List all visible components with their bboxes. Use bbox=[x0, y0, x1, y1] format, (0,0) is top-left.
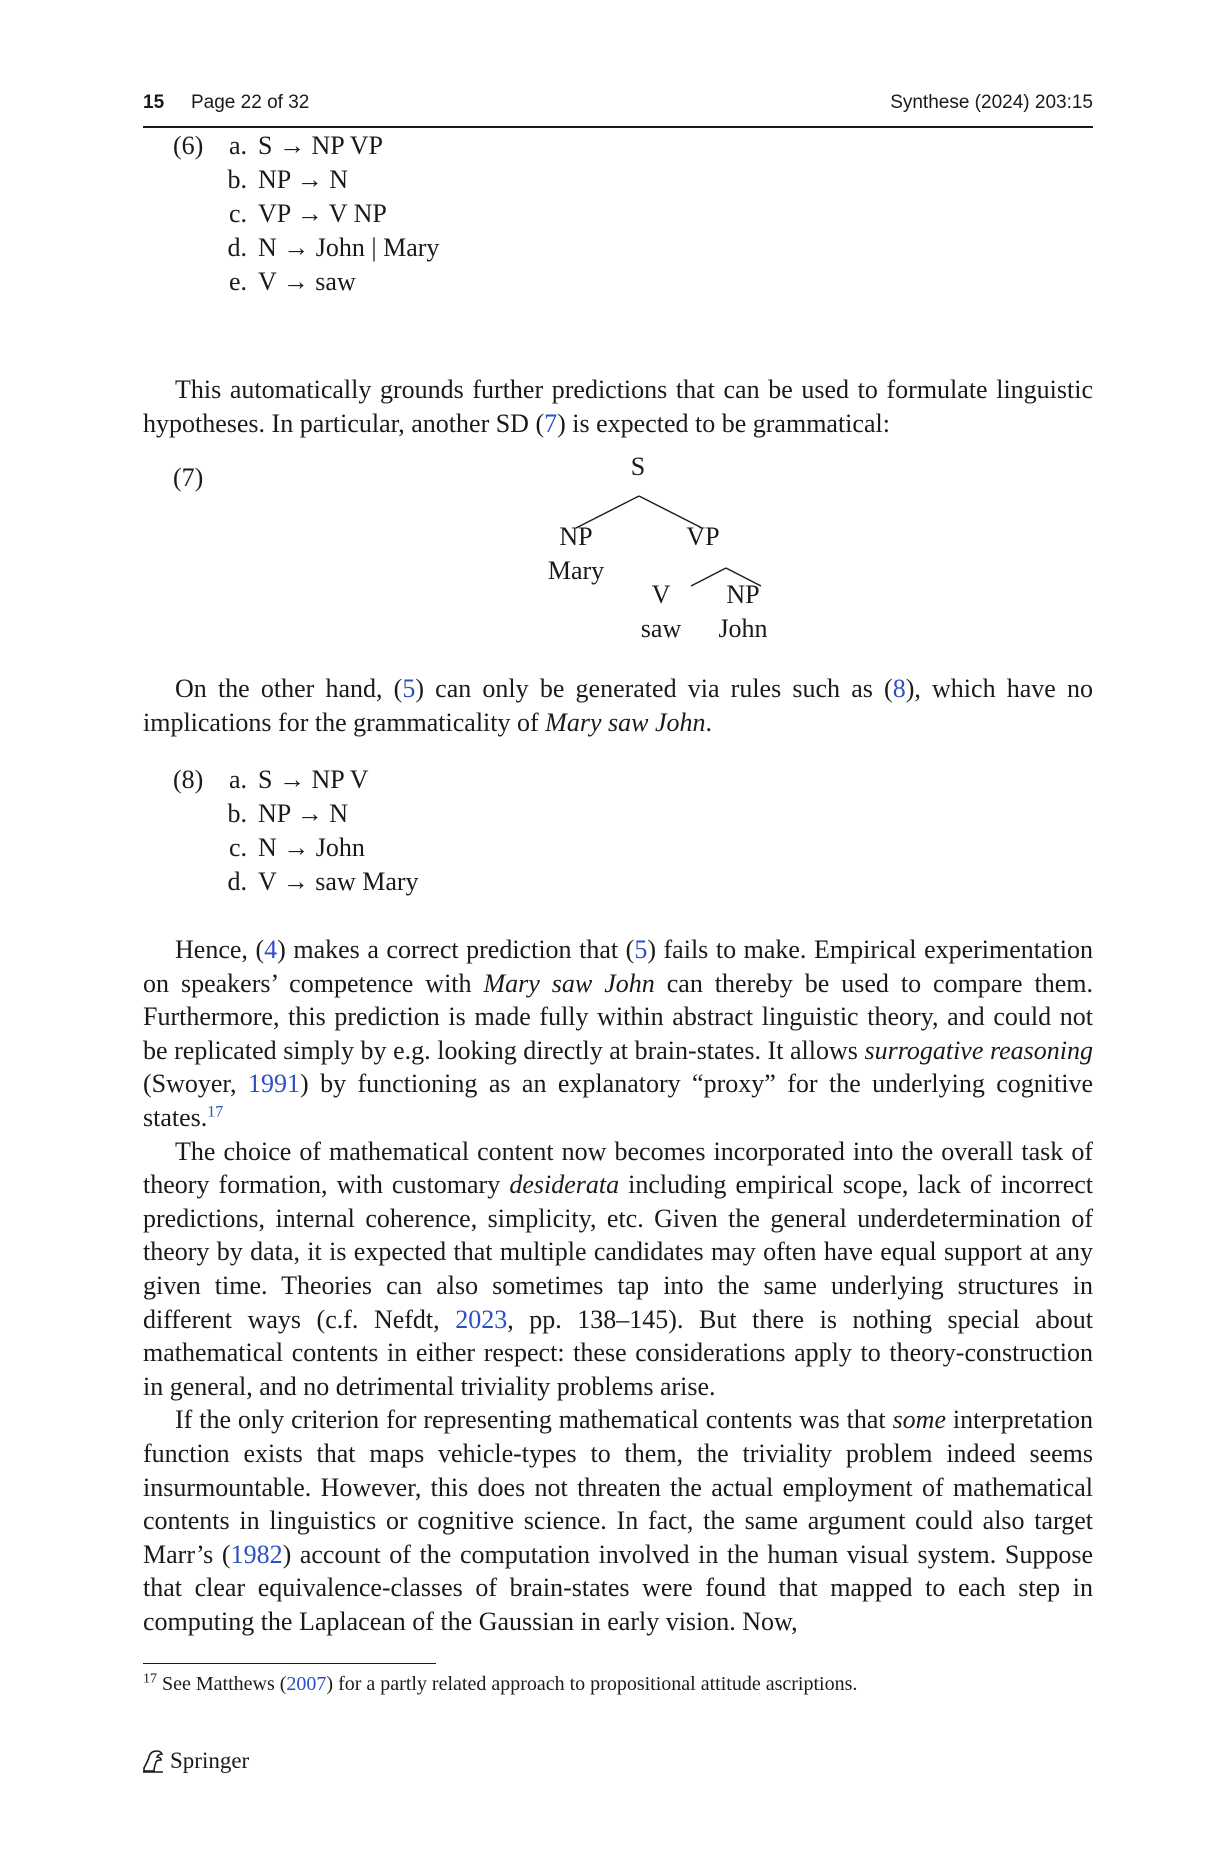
rule-row bbox=[209, 862, 419, 903]
rule-letter: c. bbox=[228, 199, 247, 228]
tree-leaf-mary: Mary bbox=[547, 556, 605, 585]
emphasis: desiderata bbox=[509, 1170, 620, 1200]
springer-horse-icon bbox=[140, 1748, 166, 1774]
rule-text: S → NP V bbox=[258, 765, 369, 794]
citation-link[interactable]: 2007 bbox=[286, 1673, 327, 1695]
running-header bbox=[143, 92, 1093, 120]
example-ref-link[interactable]: 4 bbox=[264, 935, 278, 964]
footnote-number: 17 bbox=[143, 1671, 157, 1687]
text-run: ) for a partly related approach to propositional attitude ascriptions. bbox=[326, 1673, 858, 1695]
text-run: This automatically grounds further predictions that can be used to formulate linguistic hypotheses. In particular, another SD ( bbox=[143, 375, 1093, 438]
tree-branches bbox=[143, 458, 1093, 658]
rule-text: V → saw Mary bbox=[258, 867, 419, 896]
footnote-ref-link[interactable]: 17 bbox=[207, 1103, 224, 1121]
rule-text: S → NP VP bbox=[258, 131, 383, 160]
text-run: ) by functioning as an explanatory “proxy” for the underlying cognitive states. bbox=[143, 1069, 1093, 1132]
paragraph bbox=[143, 373, 1093, 440]
publisher-name: Springer bbox=[170, 1748, 250, 1773]
footnote bbox=[143, 1673, 1093, 1696]
tree-leaf-john: John bbox=[718, 614, 768, 643]
example-ref-link[interactable]: 7 bbox=[544, 408, 558, 438]
example-6 bbox=[143, 126, 743, 356]
rule-letter: a. bbox=[228, 765, 247, 794]
example-ref-link[interactable]: 5 bbox=[402, 674, 416, 703]
rule-letter: a. bbox=[228, 131, 247, 160]
tree-leaf-saw: saw bbox=[640, 614, 682, 643]
rule-letter: d. bbox=[227, 867, 247, 896]
page-number: 15 bbox=[143, 92, 165, 113]
text-run: ) fails to make. Empirical experimentation on speakers’ competence with bbox=[143, 935, 1093, 998]
rule-text: VP → V NP bbox=[258, 199, 387, 228]
example-number: (7) bbox=[173, 463, 204, 492]
text-run: ) is expected to be grammatical: bbox=[557, 408, 890, 438]
paragraph bbox=[143, 1403, 1093, 1638]
example-number: (6) bbox=[173, 131, 204, 160]
text-run: , pp. 138–145). But there is nothing special about mathematical contents in either respect: these considerations apply to theory-construction in general, and no detrimental triviality problems arise. bbox=[143, 1304, 1093, 1401]
text-run: . bbox=[705, 707, 712, 737]
emphasis: surrogative reasoning bbox=[864, 1035, 1094, 1065]
tree-node-s: S bbox=[630, 452, 646, 481]
branch-vp-v bbox=[691, 568, 726, 586]
text-run: (Swoyer, bbox=[143, 1069, 248, 1099]
text-run: ) can only be generated via rules such as ( bbox=[415, 674, 893, 703]
rule-letter: b. bbox=[227, 799, 247, 828]
page-of: Page 22 of 32 bbox=[191, 92, 310, 113]
example-number: (8) bbox=[173, 765, 204, 794]
text-run: can thereby be used to compare them. Furthermore, this prediction is made fully within abstract linguistic theory, and could not be replicated simply by e.g. looking directly at brain-states. It allows bbox=[143, 968, 1093, 1065]
text-run: On the other hand, ( bbox=[175, 674, 403, 703]
rule-letter: c. bbox=[228, 833, 247, 862]
rule-text: N → John | Mary bbox=[258, 233, 440, 262]
syntax-tree bbox=[143, 452, 1093, 658]
tree-node-vp: VP bbox=[686, 522, 720, 551]
text-run: ), which have no implications for the grammaticality of bbox=[143, 674, 1093, 737]
rule-text: N → John bbox=[258, 833, 365, 862]
rule-text: NP → N bbox=[258, 165, 349, 194]
rule-text: NP → N bbox=[258, 799, 349, 828]
paragraph bbox=[143, 672, 1093, 739]
rule-text: V → saw bbox=[258, 267, 356, 296]
example-8 bbox=[143, 760, 743, 910]
text-run: The choice of mathematical content now becomes incorporated into the overall task of theory formation, with customary bbox=[143, 1136, 1093, 1200]
publisher-logo bbox=[140, 1748, 249, 1774]
emphasis: Mary saw John bbox=[545, 707, 706, 737]
text-run: including empirical scope, lack of incorrect predictions, internal coherence, simplicity, etc. Given the general underdetermination of theory by data, it is expected that multiple candidates may often have equal support at any given time. Theories can also sometimes tap into the same underlying structures in different ways (c.f. Nefdt, bbox=[143, 1170, 1093, 1334]
paragraph bbox=[143, 1135, 1093, 1404]
tree-node-np: NP bbox=[559, 522, 593, 551]
rule-letter: d. bbox=[227, 233, 247, 262]
journal-citation: Synthese (2024) 203:15 bbox=[890, 92, 1093, 113]
paragraph bbox=[143, 933, 1093, 1135]
rule-letter: e. bbox=[228, 267, 247, 296]
body-text bbox=[143, 933, 1093, 1638]
text-run: Hence, ( bbox=[175, 935, 265, 964]
text-run: If the only criterion for representing mathematical contents was that bbox=[175, 1405, 893, 1435]
example-ref-link[interactable]: 8 bbox=[892, 674, 906, 703]
tree-node-np2: NP bbox=[726, 580, 760, 609]
example-ref-link[interactable]: 5 bbox=[634, 935, 648, 964]
rule-row bbox=[209, 262, 356, 303]
emphasis: some bbox=[892, 1405, 946, 1435]
rule-letter: b. bbox=[227, 165, 247, 194]
text-run: See Matthews ( bbox=[162, 1673, 287, 1695]
text-run: interpretation function exists that maps vehicle-types to them, the triviality problem indeed seems insurmountable. However, this does not threaten the actual employment of mathematical contents in linguistics or cognitive science. In fact, the same argument could also target Marr’s ( bbox=[143, 1405, 1093, 1569]
emphasis: Mary saw John bbox=[483, 968, 655, 998]
text-run: ) makes a correct prediction that ( bbox=[277, 935, 635, 964]
text-run: ) account of the computation involved in the human visual system. Suppose that clear equivalence-classes of brain-states were found that mapped to each step in computing the Laplacean of the Gaussian in early vision. Now, bbox=[143, 1539, 1093, 1636]
citation-link[interactable]: 2023 bbox=[455, 1304, 508, 1334]
citation-link[interactable]: 1982 bbox=[230, 1539, 283, 1569]
tree-node-v: V bbox=[651, 580, 671, 609]
citation-link[interactable]: 1991 bbox=[248, 1069, 300, 1099]
footnote-rule bbox=[143, 1663, 436, 1664]
